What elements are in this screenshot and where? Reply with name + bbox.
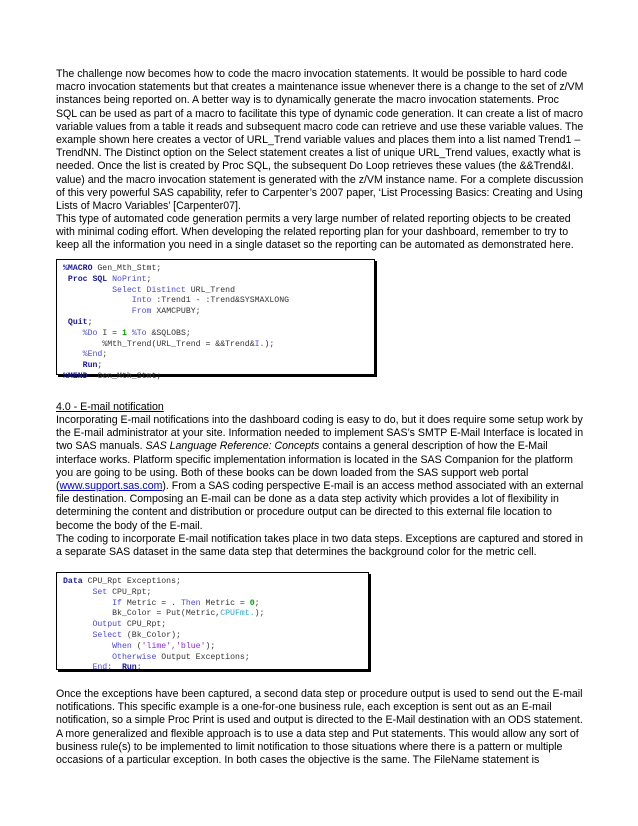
text-line: notification, so a simple Proc Print is used and output is directed to the E-Mail destination with an ODS statement.	[56, 714, 583, 727]
text-line: Lists of Macro Variables’ [Carpenter07].	[56, 200, 241, 213]
text-span: ). From a SAS coding perspective E-mail is an access method associated with an external	[162, 480, 584, 493]
code-line	[63, 609, 362, 620]
text-line: The coding to incorporate E-mail notification takes place in two data steps. Exceptions are captured and stored in	[56, 533, 584, 545]
text-line: notifications. This specific example is a one-for-one business rule, each exception is sent out as an E-mail	[56, 701, 552, 714]
code-line	[63, 577, 362, 588]
text-line: become the body of the E-mail.	[56, 519, 203, 532]
text-line: value) and the macro invocation statement is generated with the z/VM instance name. For a complete discussion	[56, 173, 584, 186]
code-keyword: Set	[92, 587, 108, 597]
code-text	[63, 307, 132, 316]
code-text: I =	[97, 328, 122, 338]
code-number: 0	[249, 598, 255, 608]
code-line	[63, 663, 362, 674]
code-line	[63, 286, 368, 297]
code-line	[63, 275, 368, 286]
code-text: (	[131, 641, 142, 651]
code-line	[63, 642, 362, 653]
code-keyword: %MACRO	[63, 264, 93, 273]
code-keyword: Proc SQL	[63, 274, 108, 284]
sas-support-link[interactable]: www.support.sas.com	[59, 480, 163, 493]
code-block-macro	[56, 259, 375, 381]
code-keyword: Otherwise	[112, 652, 157, 662]
code-number: 1	[121, 328, 127, 338]
code-text: Metric = .	[121, 598, 181, 608]
text-line: occasions of a particular exception. In both cases the objective is the same. The FileName statement is	[56, 754, 540, 767]
code-text: (Bk_Color);	[121, 630, 181, 640]
text-line: A more generalized and flexible approach is to use a data step and Put statements. This would allow any sort of	[56, 727, 579, 740]
code-line	[63, 620, 362, 631]
text-line: keep all the information you need in a single dataset so the reporting can be automated as demonstrated here.	[56, 239, 574, 252]
code-line	[63, 329, 368, 340]
code-keyword: Output	[92, 620, 122, 630]
code-text	[63, 631, 92, 640]
code-text: Output Exceptions;	[156, 652, 250, 662]
text-line: instances being reported on. A better way is to dynamically generate the macro invocation statements. Proc	[56, 94, 559, 107]
code-text	[63, 350, 83, 359]
code-text: &SQLOBS;	[146, 328, 191, 338]
code-text: CPU_Rpt;	[107, 587, 152, 597]
text-line: of this very powerful SAS capability, refer to Carpenter’s 2007 paper, ‘List Processing Basics: Creating and Using	[56, 186, 583, 199]
code-line	[63, 307, 368, 318]
code-line	[63, 296, 368, 307]
text-span: contains a general description of how the E-Mail	[319, 440, 548, 453]
code-keyword: Select	[92, 630, 122, 640]
code-keyword: Quit	[63, 317, 88, 327]
text-line: you are going to be using. Both of these books can be down loaded from the SAS support web portal	[56, 466, 529, 479]
code-format: CPUFmt.	[220, 609, 255, 619]
text-line: determining the content and distribution or procedure output can be directed to this external file location to	[56, 506, 552, 519]
code-keyword: %To	[126, 328, 147, 338]
code-text	[63, 663, 92, 672]
text-line: SQL can be used as part of a macro to facilitate this type of dynamic code generation. It can create a list of macro	[56, 107, 583, 120]
code-text: Bk_Color = Put(Metric,	[63, 609, 221, 619]
code-text: );	[205, 641, 216, 651]
code-keyword: From	[131, 307, 152, 317]
paragraph-macro-invocation	[56, 68, 583, 213]
code-text	[63, 642, 112, 651]
text-line: This type of automated code generation permits a very large number of related reporting objects to be created	[56, 213, 571, 225]
code-text	[63, 361, 83, 370]
code-line	[63, 361, 368, 372]
code-keyword: %MEND	[63, 371, 88, 381]
code-line	[63, 350, 368, 361]
code-keyword: Then	[180, 598, 201, 608]
code-line	[63, 631, 362, 642]
paragraph-send-notifications	[56, 688, 583, 767]
code-text: Metric =	[200, 598, 250, 608]
code-text: CPU_Rpt Exceptions;	[82, 577, 181, 586]
code-keyword: NoPrint	[107, 274, 147, 284]
code-line	[63, 653, 362, 664]
code-text: ;	[136, 663, 142, 673]
text-line: a separate SAS dataset in the same data step that determines the background color for the metric cell.	[56, 546, 537, 559]
text-line	[56, 440, 583, 453]
code-text: ;	[87, 317, 93, 327]
code-text	[63, 296, 132, 305]
code-text: Gen_Mth_Stmt;	[87, 371, 162, 381]
text-line: the E-mail administrator at your site. Information needed to implement SAS’s SMTP E-Mail Interface is located in	[56, 427, 584, 440]
code-line	[63, 318, 368, 329]
code-line	[63, 264, 368, 275]
code-string: 'lime','blue'	[141, 641, 206, 651]
book-title: SAS Language Reference: Concepts	[145, 440, 320, 453]
code-line	[63, 340, 368, 351]
text-line: variable values from a table it reads and subsequent macro code can retrieve and use these variable values. The	[56, 120, 584, 133]
code-text	[63, 599, 112, 608]
text-line	[56, 480, 583, 493]
paragraph-email-datasteps	[56, 533, 583, 559]
code-text: ;	[107, 663, 122, 673]
text-span: two SAS manuals.	[56, 440, 146, 453]
code-block-exceptions	[56, 572, 369, 673]
paragraph-email-notification	[56, 414, 583, 533]
text-line: interface works. Platform specific implementation information is located in the SAS Companion for the platform	[56, 453, 573, 466]
code-keyword: Run	[121, 663, 137, 673]
code-keyword: I.	[254, 339, 265, 349]
code-text	[63, 653, 112, 662]
text-line: with minimal coding effort. When developing the related reporting plan for your dashboard, remember to try to	[56, 226, 569, 239]
code-text: ;	[97, 361, 103, 371]
code-text: );	[254, 609, 265, 619]
code-keyword: Run	[82, 361, 98, 371]
code-line	[63, 599, 362, 610]
code-text: Gen_Mth_Stmt;	[92, 264, 162, 273]
code-keyword: End	[92, 663, 108, 673]
text-line: TrendNN. The Distinct option on the Select statement creates a list of unique URL_Trend values, exactly what is	[56, 147, 581, 160]
code-text: CPU_Rpt;	[121, 620, 167, 630]
code-line	[63, 372, 368, 383]
code-text: ;	[254, 598, 260, 608]
code-keyword: Data	[63, 577, 83, 586]
code-keyword: If	[112, 598, 122, 608]
text-line: file destination. Composing an E-mail can be done as a data step activity which provides a lot of flexibility in	[56, 493, 559, 506]
code-text: URL_Trend	[185, 285, 235, 295]
text-line: macro invocation statements but that creates a maintenance issue whenever there is a change to the set of z/VM	[56, 81, 584, 94]
code-text: XAMCPUBY;	[151, 307, 201, 317]
section-heading: 4.0 - E-mail notification	[56, 401, 164, 413]
code-text	[63, 329, 83, 338]
text-line: The challenge now becomes how to code the macro invocation statements. It would be possible to hard code	[56, 68, 568, 80]
code-keyword: %Do	[82, 328, 98, 338]
code-text	[63, 620, 92, 629]
paragraph-automated-generation	[56, 213, 583, 253]
code-keyword: Into	[131, 296, 152, 306]
text-line: needed. Once the list is created by Proc SQL, the subsequent Do Loop retrieves these values (the &&Trend&I.	[56, 160, 574, 173]
text-line: business rule(s) to be implemented to limit notification to those situations where there is a pattern or multiple	[56, 740, 563, 753]
code-keyword: %End	[82, 350, 103, 360]
code-keyword: Select Distinct	[112, 285, 186, 295]
code-keyword: When	[112, 641, 132, 651]
code-text: ;	[102, 350, 108, 360]
code-text	[63, 286, 112, 295]
text-line: Once the exceptions have been captured, a second data step or procedure output is used to send out the E-mail	[56, 688, 583, 700]
text-span: (	[56, 480, 60, 493]
text-line: Incorporating E-mail notifications into the dashboard coding is easy to do, but it does require some setup work by	[56, 414, 583, 426]
code-text: );	[264, 339, 275, 349]
text-line: example shown here creates a vector of URL_Trend variable values and places them into a list named Trend1 –	[56, 134, 581, 147]
code-text: %Mth_Trend(URL_Trend = &&Trend&	[63, 339, 255, 349]
code-line	[63, 588, 362, 599]
code-text: ;	[146, 274, 152, 284]
code-text: :Trend1 - :Trend&SYSMAXLONG	[151, 296, 290, 306]
code-text	[63, 588, 92, 597]
